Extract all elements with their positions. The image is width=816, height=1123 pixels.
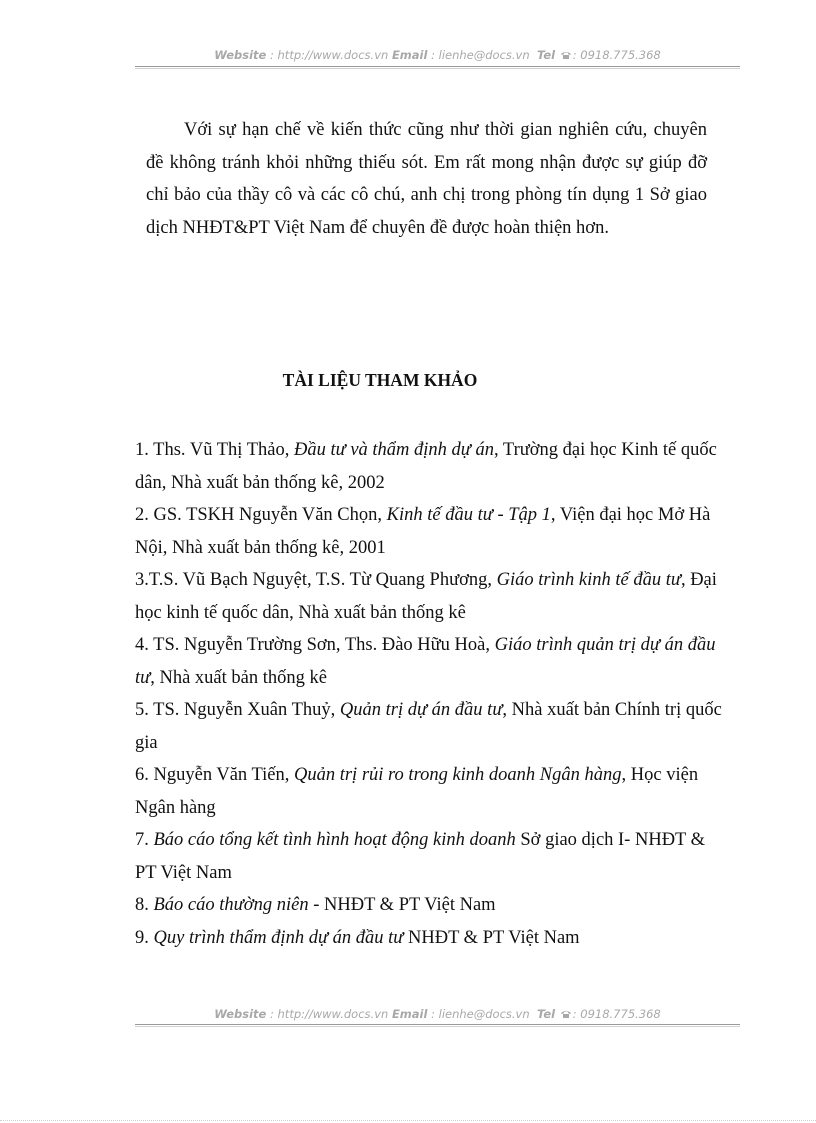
header-email-value[interactable]: lienhe@docs.vn	[438, 48, 530, 62]
header-website-url[interactable]: http://www.docs.vn	[277, 48, 389, 62]
reference-item-4: 4. TS. Nguyễn Trường Sơn, Ths. Đào Hữu Hoà, Giáo trình quản trị dự án đầu tư, Nhà xuất bản thống kê	[135, 635, 716, 688]
header-email-sep: :	[427, 48, 439, 62]
footer-email-label: Email	[391, 1007, 428, 1021]
reference-item-9: 9. Quy trình thẩm định dự án đầu tư NHĐT & PT Việt Nam	[135, 927, 580, 948]
footer-rule-secondary	[135, 1026, 740, 1027]
header-rule	[135, 66, 740, 67]
footer-website-url[interactable]: http://www.docs.vn	[277, 1007, 389, 1021]
page-header	[135, 48, 740, 66]
reference-item-2: 2. GS. TSKH Nguyễn Văn Chọn, Kinh tế đầu tư - Tập 1, Viện đại học Mở Hà Nội, Nhà xuất bản thống kê, 2001	[135, 505, 711, 558]
footer-email-value[interactable]: lienhe@docs.vn	[438, 1007, 530, 1021]
page-bottom-edge	[0, 1120, 816, 1121]
references-title: TÀI LIỆU THAM KHẢO	[282, 370, 478, 390]
telephone-icon	[560, 50, 572, 60]
header-tel-label: Tel	[536, 48, 556, 62]
footer-rule	[135, 1024, 740, 1025]
references-list	[135, 434, 730, 954]
footer-email-sep: :	[427, 1007, 439, 1021]
footer-tel-label: Tel	[536, 1007, 556, 1021]
footer-website-label: Website	[214, 1007, 267, 1021]
reference-item-3: 3.T.S. Vũ Bạch Nguyệt, T.S. Từ Quang Phương, Giáo trình kinh tế đầu tư, Đại học kinh tế quốc dân, Nhà xuất bản thống kê	[135, 570, 717, 623]
header-rule-secondary	[135, 68, 740, 69]
header-website-sep: :	[266, 48, 278, 62]
header-email-label: Email	[391, 48, 428, 62]
header-tel-value: : 0918.775.368	[572, 48, 661, 62]
reference-item-5: 5. TS. Nguyễn Xuân Thuỷ, Quản trị dự án đầu tư, Nhà xuất bản Chính trị quốc gia	[135, 700, 722, 753]
footer-tel-value: : 0918.775.368	[572, 1007, 661, 1021]
header-website-label: Website	[214, 48, 267, 62]
reference-item-6: 6. Nguyễn Văn Tiến, Quản trị rủi ro trong kinh doanh Ngân hàng, Học viện Ngân hàng	[135, 765, 699, 818]
reference-item-1: 1. Ths. Vũ Thị Thảo, Đầu tư và thẩm định dự án, Trường đại học Kinh tế quốc dân, Nhà xuất bản thống kê, 2002	[135, 440, 717, 493]
intro-paragraph: Với sự hạn chế về kiến thức cũng như thời gian nghiên cứu, chuyên đề không tránh khỏi những thiếu sót. Em rất mong nhận được sự giúp đỡ chỉ bảo của thầy cô và các cô chú, anh chị trong phòng tín dụng 1 Sở giao dịch NHĐT&PT Việt Nam để chuyên đề được hoàn thiện hơn.	[146, 120, 707, 238]
telephone-icon	[560, 1009, 572, 1019]
reference-item-7: 7. Báo cáo tổng kết tình hình hoạt động kinh doanh Sở giao dịch I- NHĐT & PT Việt Nam	[135, 830, 706, 883]
page-footer	[135, 1007, 740, 1025]
footer-website-sep: :	[266, 1007, 278, 1021]
reference-item-8: 8. Báo cáo thường niên - NHĐT & PT Việt Nam	[135, 895, 496, 915]
